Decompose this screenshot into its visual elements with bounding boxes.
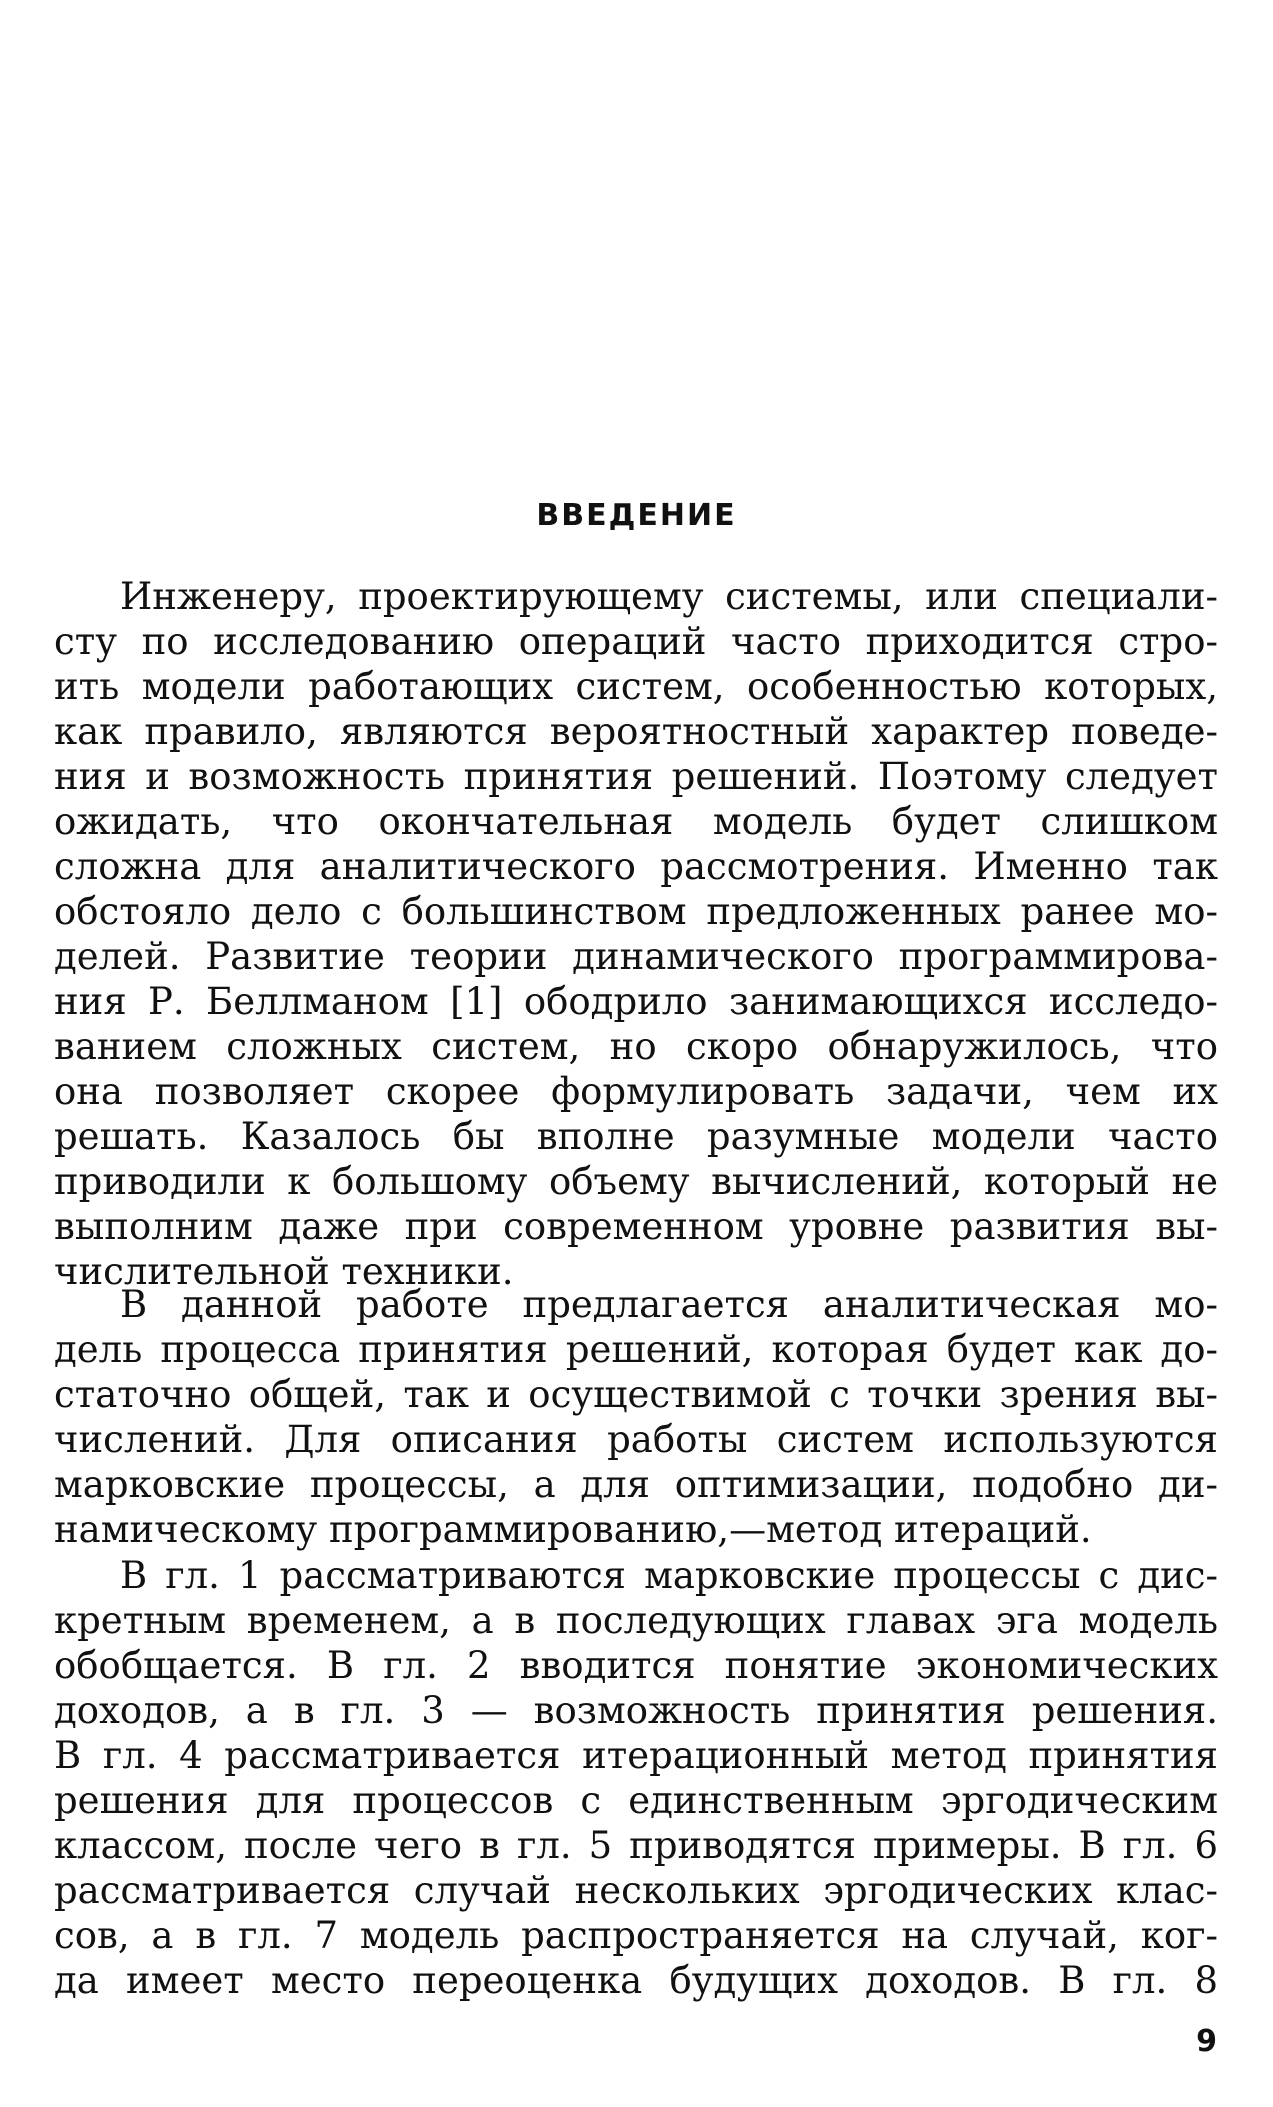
paragraph-line: ванием сложных систем, но скоро обнаружилось, что xyxy=(54,1025,1218,1068)
paragraph-line: делей. Развитие теории динамического программирова- xyxy=(54,935,1218,978)
paragraph-line: классом, после чего в гл. 5 приводятся примеры. В гл. 6 xyxy=(54,1824,1218,1867)
paragraph-line: выполним даже при современном уровне развития вы- xyxy=(54,1205,1218,1248)
paragraph-line: рассматривается случай нескольких эргодических клас- xyxy=(54,1869,1218,1912)
paragraph-line: она позволяет скорее формулировать задачи, чем их xyxy=(54,1070,1218,1113)
paragraph-line: марковские процессы, а для оптимизации, подобно ди- xyxy=(54,1463,1218,1506)
paragraph-line: решения для процессов с единственным эргодическим xyxy=(54,1779,1218,1822)
chapter-heading: ВВЕДЕНИЕ xyxy=(536,498,737,533)
paragraph-3 xyxy=(54,1553,1218,2003)
paragraph-line: решать. Казалось бы вполне разумные модели часто xyxy=(54,1115,1218,1158)
paragraph-2 xyxy=(54,1282,1218,1552)
paragraph-line: намическому программированию,—метод итераций. xyxy=(54,1508,1092,1551)
paragraph-line: В данной работе предлагается аналитическая мо- xyxy=(120,1283,1218,1326)
paragraph-line: приводили к большому объему вычислений, который не xyxy=(54,1160,1218,1203)
paragraph-line: сов, а в гл. 7 модель распространяется на случай, ког- xyxy=(54,1914,1218,1957)
paragraph-line: доходов, а в гл. 3 — возможность принятия решения. xyxy=(54,1689,1218,1732)
paragraph-line: В гл. 4 рассматривается итерационный метод принятия xyxy=(54,1734,1218,1777)
paragraph-line: ожидать, что окончательная модель будет слишком xyxy=(54,800,1218,843)
paragraph-line: как правило, являются вероятностный характер поведе- xyxy=(54,710,1218,753)
paragraph-line: обобщается. В гл. 2 вводится понятие экономических xyxy=(54,1644,1218,1687)
paragraph-line: да имеет место переоценка будущих доходов. В гл. 8 xyxy=(54,1959,1218,2002)
paragraph-line: обстояло дело с большинством предложенных ранее мо- xyxy=(54,890,1218,933)
paragraph-line: сложна для аналитического рассмотрения. Именно так xyxy=(54,845,1218,888)
page-number: 9 xyxy=(1196,2024,1217,2059)
paragraph-1 xyxy=(54,574,1218,1294)
paragraph-line: сту по исследованию операций часто приходится стро- xyxy=(54,620,1218,663)
paragraph-line: ить модели работающих систем, особенностью которых, xyxy=(54,665,1218,708)
paragraph-line: числительной техники. xyxy=(54,1250,514,1293)
paragraph-line: числений. Для описания работы систем используются xyxy=(54,1418,1218,1461)
paragraph-line: дель процесса принятия решений, которая будет как до- xyxy=(54,1328,1218,1371)
paragraph-line: В гл. 1 рассматриваются марковские процессы с дис- xyxy=(120,1554,1218,1597)
paragraph-line: ния Р. Беллманом [1] ободрило занимающихся исследо- xyxy=(54,980,1218,1023)
paragraph-line: кретным временем, а в последующих главах эга модель xyxy=(54,1599,1218,1642)
paragraph-line: Инженеру, проектирующему системы, или специали- xyxy=(120,575,1218,618)
paragraph-line: статочно общей, так и осуществимой с точки зрения вы- xyxy=(54,1373,1218,1416)
paragraph-line: ния и возможность принятия решений. Поэтому следует xyxy=(54,755,1218,798)
